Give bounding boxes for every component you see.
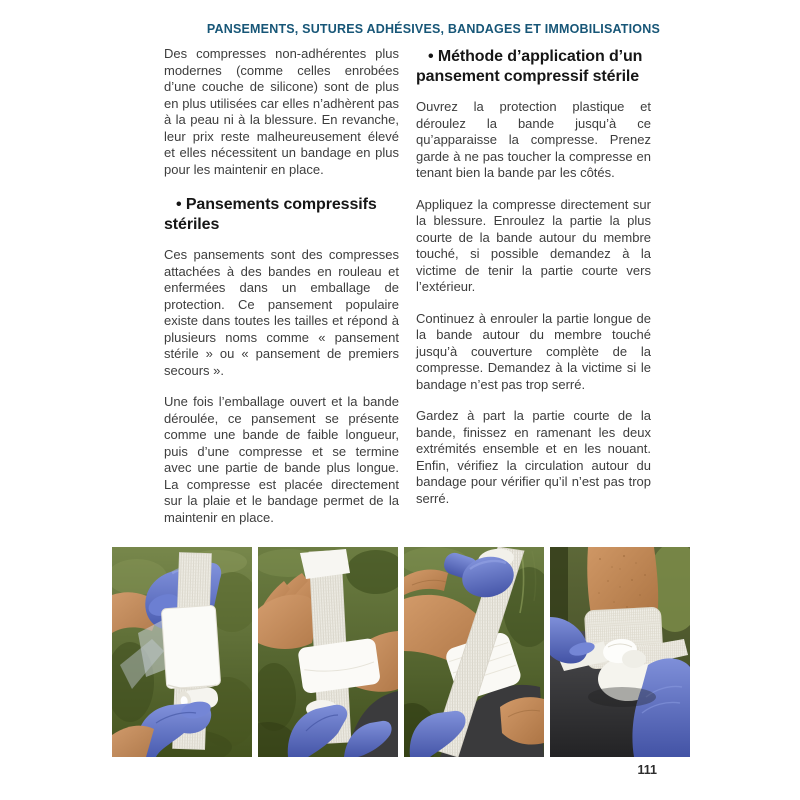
- paragraph-emballage-ouvert: Une fois l’emballage ouvert et la bande déroulée, ce pansement se présente comme une bande de faible longueur, puis d’une compresse et se termine avec une partie de bande plus longue. La compresse est placée directement sur la plaie et le bandage permet de la maintenir en place.: [164, 394, 399, 525]
- photo-step-2: [258, 547, 398, 757]
- photo-strip: [112, 547, 690, 757]
- paragraph-nonadherent-compresses: Des compresses non-adhérentes plus modernes (comme celles enrobées d’une couche de silicone) sont de plus en plus utilisées car elles n’adhèrent pas à la peau ni à la blessure. En revanche, leur prix reste malheureusement élevé et elles nécessitent un bandage en plus pour les maintenir en place.: [164, 46, 399, 177]
- photo-step-3: [404, 547, 544, 757]
- paragraph-description-pansement: Ces pansements sont des compresses attachées à des bandes en rouleau et enfermées dans un emballage de protection. Ce pansement populaire existe dans toutes les tailles et répond à plusieurs noms comme « pansement stérile » ou « pansement de premiers secours ».: [164, 247, 399, 378]
- paragraph-continuez-enrouler: Continuez à enrouler la partie longue de la bande autour du membre touché jusqu’à couverture complète de la compresse. Demandez à la victime si le bandage n’est pas trop serré.: [416, 310, 651, 392]
- paragraph-gardez-a-part: Gardez à part la partie courte de la bande, finissez en ramenant les deux extrémités ensemble et en les nouant. Enfin, vérifiez la circulation autour du bandage pour vérifier qu’il n’est pas trop serré.: [416, 408, 651, 506]
- photo-step-4: [550, 547, 690, 757]
- page-number: 111: [637, 763, 657, 777]
- left-column: [164, 46, 399, 541]
- running-header: PANSEMENTS, SUTURES ADHÉSIVES, BANDAGES ET IMMOBILISATIONS: [206, 22, 660, 36]
- paragraph-ouvrez-protection: Ouvrez la protection plastique et déroulez la bande jusqu’à ce qu’apparaisse la compresse. Prenez garde à ne pas toucher la compresse en tenant bien la bande par les côtés.: [416, 99, 651, 180]
- right-column: [416, 46, 651, 541]
- section-heading-methode-application: • Méthode d’application d’un pansement compressif stérile: [416, 48, 643, 85]
- section-heading-pansements-compressifs: • Pansements compressifs stériles: [164, 196, 377, 233]
- text-columns: [164, 46, 651, 541]
- photo-step-1: [112, 547, 252, 757]
- paragraph-appliquez-compresse: Appliquez la compresse directement sur la blessure. Enroulez la partie la plus courte de la bande autour du membre touché, si possible demandez à la victime de tenir la partie courte vers l’extérieur.: [416, 196, 651, 294]
